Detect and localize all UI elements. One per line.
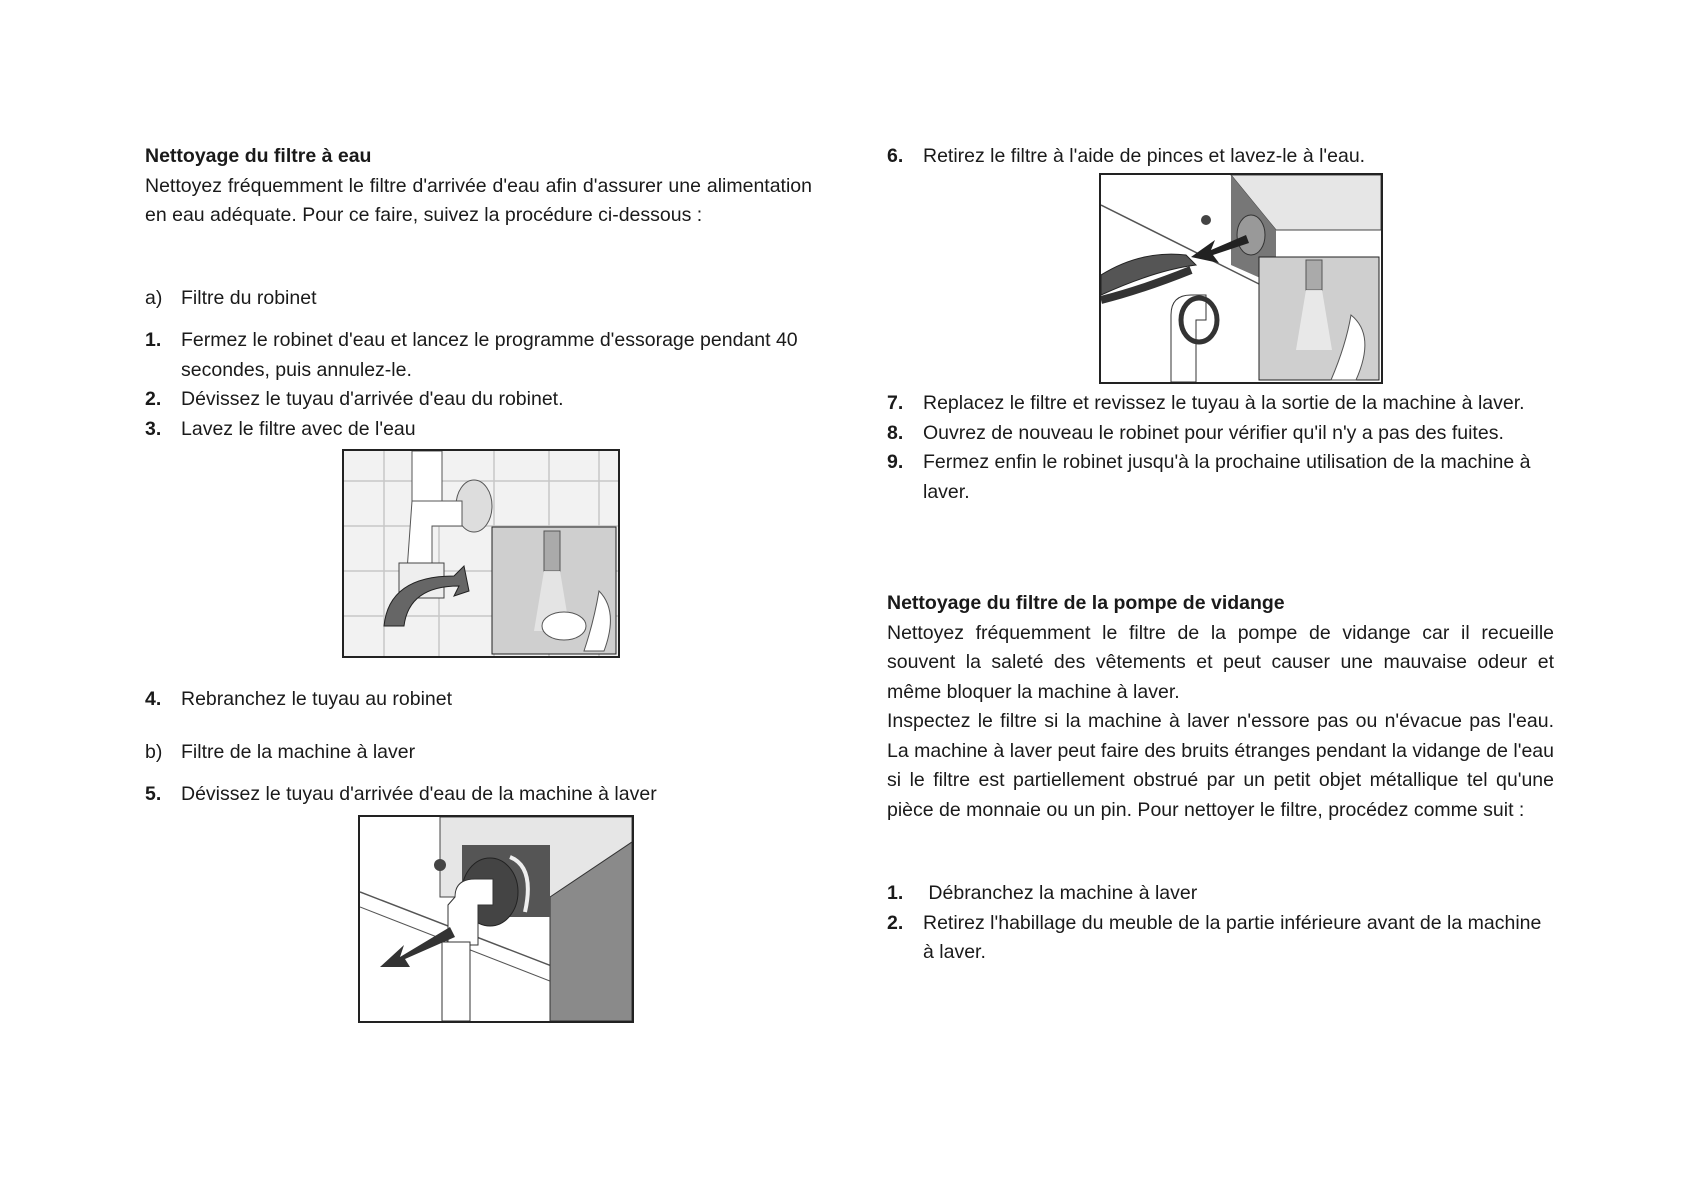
step-number: 7.: [887, 392, 904, 414]
paragraph: Inspectez le filtre si la machine à laver n'essore pas ou n'évacue pas l'eau. La machine à laver peut faire des bruits étranges pendant la vidange de l'eau si le filtre est partiellement obstrué par un petit objet métallique tel qu'une pièce de monnaie ou un pin. Pour nettoyer le filtre, procédez comme suit :: [887, 710, 1554, 821]
list-marker: a): [145, 287, 163, 309]
list-item: [145, 685, 812, 715]
list-item: [887, 448, 1554, 507]
intro-paragraph: Nettoyez fréquemment le filtre d'arrivée d'eau afin d'assurer une alimentation en eau adéquate. Pour ce faire, suivez la procédure ci-dessous :: [145, 174, 812, 226]
subsection-b: [145, 738, 812, 768]
subsection-a: [145, 284, 812, 314]
list-marker: b): [145, 741, 163, 763]
section-heading: Nettoyage du filtre à eau: [145, 145, 372, 167]
step-number: 1.: [887, 882, 904, 904]
steps-list-b: [887, 389, 1554, 507]
subsection-title: Filtre du robinet: [181, 287, 317, 309]
step-5: [145, 780, 812, 810]
drain-pump-section: [887, 589, 1554, 825]
step-text: Rebranchez le tuyau au robinet: [181, 688, 453, 710]
water-filter-section: [145, 142, 812, 231]
step-number: 6.: [887, 145, 904, 167]
step-text: Dévissez le tuyau d'arrivée d'eau du robinet.: [181, 388, 564, 410]
step-number: 2.: [145, 388, 162, 410]
list-item: [887, 389, 1554, 419]
step-text: Replacez le filtre et revissez le tuyau à la sortie de la machine à laver.: [923, 392, 1525, 414]
step-text: Dévissez le tuyau d'arrivée d'eau de la machine à laver: [181, 783, 657, 805]
step-number: 1.: [145, 329, 162, 351]
list-item: [887, 909, 1554, 968]
step-number: 2.: [887, 911, 904, 934]
step-number: 8.: [887, 421, 904, 444]
list-item: [145, 326, 812, 385]
list-item: [145, 385, 812, 415]
step-6: [887, 142, 1554, 172]
list-item: [145, 780, 812, 810]
step-text: Retirez l'habillage du meuble de la partie inférieure avant de la machine à laver.: [923, 911, 1542, 963]
step-text: Ouvrez de nouveau le robinet pour vérifier qu'il n'y a pas des fuites.: [923, 421, 1504, 444]
machine-hose-illustration: [358, 815, 634, 1023]
faucet-filter-illustration: [342, 449, 620, 658]
step-number: 5.: [145, 783, 162, 805]
step-text: Débranchez la machine à laver: [923, 882, 1198, 904]
step-number: 9.: [887, 451, 904, 473]
list-item: [145, 415, 812, 445]
step-text: Fermez enfin le robinet jusqu'à la prochaine utilisation de la machine à laver.: [923, 451, 1531, 503]
step-text: Lavez le filtre avec de l'eau: [181, 417, 416, 440]
list-item: [887, 419, 1554, 449]
steps-list-c: [887, 879, 1554, 968]
pliers-filter-illustration: [1099, 173, 1383, 384]
list-item: [887, 879, 1554, 909]
step-number: 4.: [145, 688, 162, 710]
step-number: 3.: [145, 417, 162, 440]
subsection-title: Filtre de la machine à laver: [181, 741, 416, 763]
paragraph: Nettoyez fréquemment le filtre de la pompe de vidange car il recueille souvent la saleté des vêtements et peut causer une mauvaise odeur et même bloquer la machine à laver.: [887, 621, 1554, 703]
step-text: Fermez le robinet d'eau et lancez le programme d'essorage pendant 40 secondes, puis annulez-le.: [181, 329, 798, 381]
step-text: Retirez le filtre à l'aide de pinces et lavez-le à l'eau.: [923, 145, 1366, 167]
list-item: [887, 142, 1554, 172]
steps-list-a: [145, 326, 812, 444]
section-heading: Nettoyage du filtre de la pompe de vidange: [887, 592, 1285, 614]
step-4: [145, 685, 812, 715]
